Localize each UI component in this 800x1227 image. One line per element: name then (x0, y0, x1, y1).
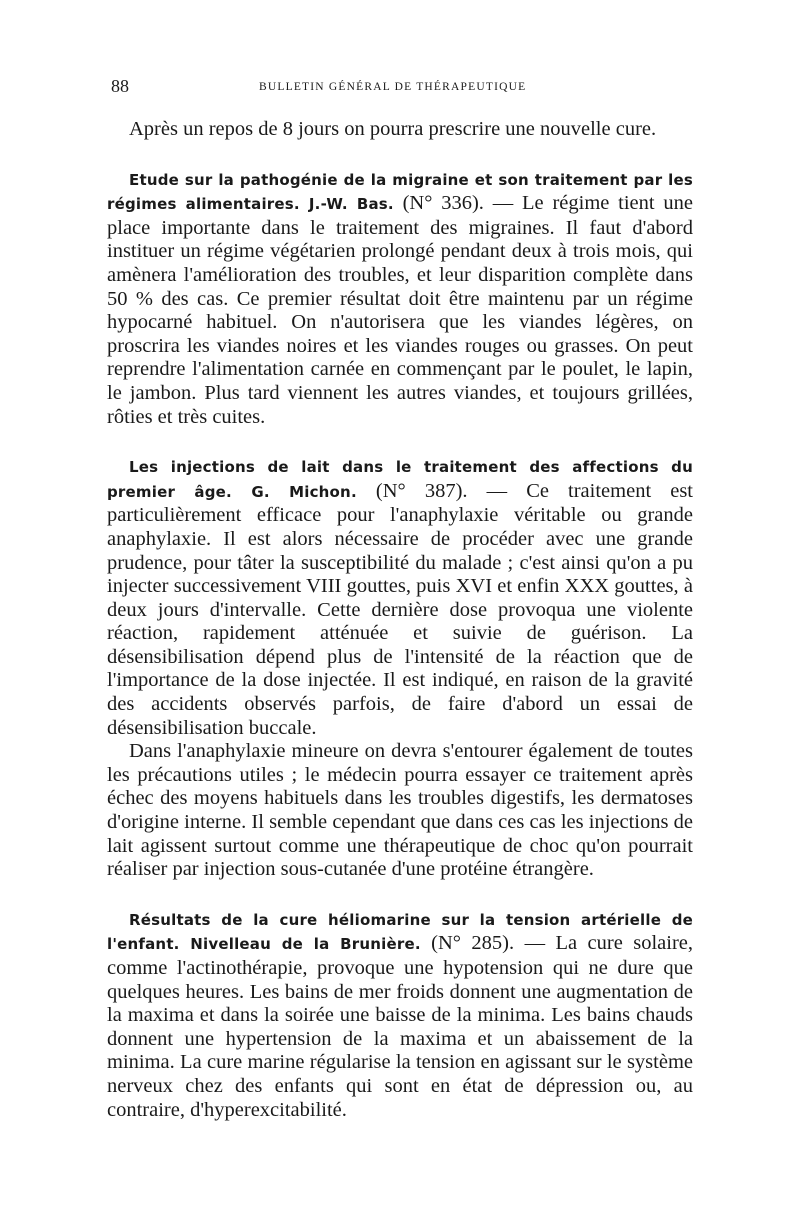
page-number: 88 (111, 76, 129, 96)
abstract-ref: (N° 336). (402, 192, 484, 215)
abstract-title: Résultats de la cure héliomarine sur la tension artérielle de l'enfant. Nivelleau de la Brunière. (107, 910, 693, 954)
abstract-title: Etude sur la pathogénie de la migraine et son traitement par les régimes alimentaires. J.-W. Bas. (107, 170, 693, 214)
running-header (107, 70, 693, 102)
abstract-body: — Ce traitement est particulièrement efficace pour l'anaphylaxie véritable ou grande anaphylaxie. Il est alors nécessaire de procéder avec une grande prudence, pour tâter la susceptibilité du malade ; c'est ainsi qu'on a pu injecter successivement VIII gouttes, puis XVI et enfin XXX gouttes, à deux jours d'intervalle. Cette dernière dose provoqua une violente réaction, rapidement atténuée et suivie de guérison. La désensibilisation dépend plus de l'intensité de la réaction que de l'importance de la dose injectée. Il est indiqué, en raison de la gravité des accidents observés parfois, de faire d'abord un essai de désensibilisation buccale. (107, 479, 693, 739)
abstract-paragraph (107, 908, 693, 1122)
abstract-paragraph (107, 455, 693, 740)
abstract-title: Les injections de lait dans le traitement des affections du premier âge. G. Michon. (107, 458, 693, 501)
abstract-body: — La cure solaire, comme l'actinothérapie, provoque une hypotension qui ne dure que quelques heures. Les bains de mer froids donnent une augmentation de la maxima et dans la soirée une baisse de la minima. Les bains chauds donnent une hypertension de la maxima et un abaissement de la minima. La cure marine régularise la tension en agissant sur le système nerveux chez des enfants qui sont en état de dépression ou, au contraire, d'hyperexcitabilité. (107, 932, 694, 1121)
abstract-paragraph-continued: Dans l'anaphylaxie mineure on devra s'entourer également de toutes les précautions utiles ; le médecin pourra essayer ce traitement après échec des moyens habituels dans les troubles digestifs, les dermatoses d'origine interne. Il semble cependant que dans ces cas les injections de lait agissent surtout comme une thérapeutique de choc qu'on pourrait réaliser par injection sous-cutanée d'une protéine étrangère. (107, 740, 693, 881)
abstract-paragraph (107, 168, 693, 430)
intro-paragraph: Après un repos de 8 jours on pourra prescrire une nouvelle cure. (129, 118, 657, 140)
abstract-migraine (107, 168, 693, 430)
abstract-ref: (N° 285). (431, 932, 515, 955)
document-page (107, 70, 693, 1122)
abstract-lait (107, 455, 693, 882)
abstract-heliomarine (107, 908, 693, 1122)
abstract-ref: (N° 387). (375, 479, 468, 502)
abstract-body: — Le régime tient une place importante dans le traitement des migraines. Il faut d'abord instituer un régime végétarien prolongé pendant deux à trois mois, qui amènera l'amélioration des troubles, et leur disparition complète dans 50 % des cas. Ce premier résultat doit être maintenu par un régime hypocarné habituel. On n'autorisera que les viandes légères, on proscrira les viandes noires et les viandes rouges ou grasses. On peut reprendre l'alimentation carnée en commençant par le poulet, le lapin, le jambon. Plus tard viennent les autres viandes, et toujours grillées, rôties et très cuites. (107, 192, 693, 428)
running-title: BULLETIN GÉNÉRAL DE THÉRAPEUTIQUE (259, 81, 527, 93)
